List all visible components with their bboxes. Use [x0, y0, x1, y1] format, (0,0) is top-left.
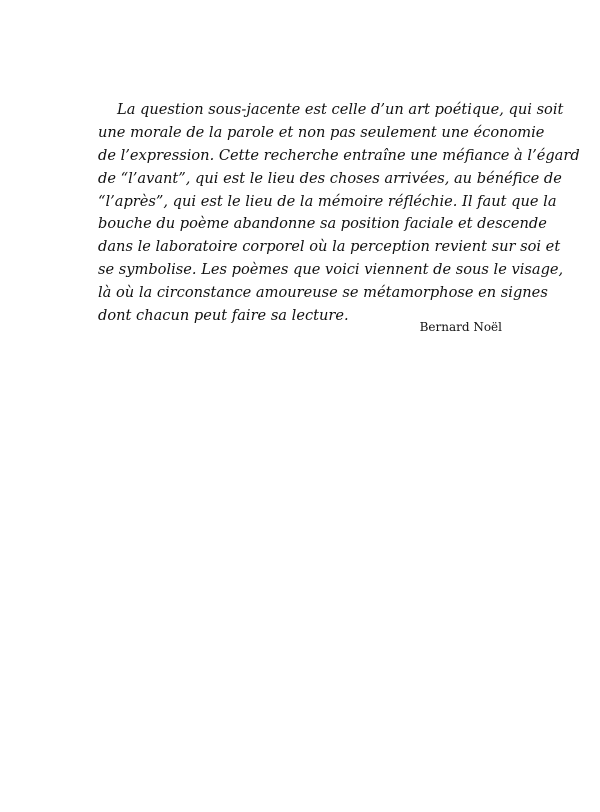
paragraph-line: dont chacun peut faire sa lecture.: [98, 307, 349, 325]
paragraph-line: “l’après”, qui est le lieu de la mémoire réfléchie. Il faut que la: [98, 192, 557, 210]
paragraph-line: La question sous-jacente est celle d’un art poétique, qui soit: [117, 101, 564, 118]
paragraph-line: une morale de la parole et non pas seulement une économie: [98, 123, 545, 141]
paragraph-line: bouche du poème abandonne sa position faciale et descende: [98, 215, 547, 233]
paragraph-line: de l’expression. Cette recherche entraîne une méfiance à l’égard: [98, 146, 580, 164]
paragraph-line: de “l’avant”, qui est le lieu des choses arrivées, au bénéfice de: [98, 169, 562, 187]
author-signature: Bernard Noël: [419, 320, 502, 334]
preface-paragraph: [98, 99, 580, 328]
paragraph-line: dans le laboratoire corporel où la perception revient sur soi et: [98, 238, 561, 256]
paragraph-line: là où la circonstance amoureuse se métamorphose en signes: [98, 284, 548, 302]
paragraph-line: se symbolise. Les poèmes que voici viennent de sous le visage,: [98, 261, 564, 279]
